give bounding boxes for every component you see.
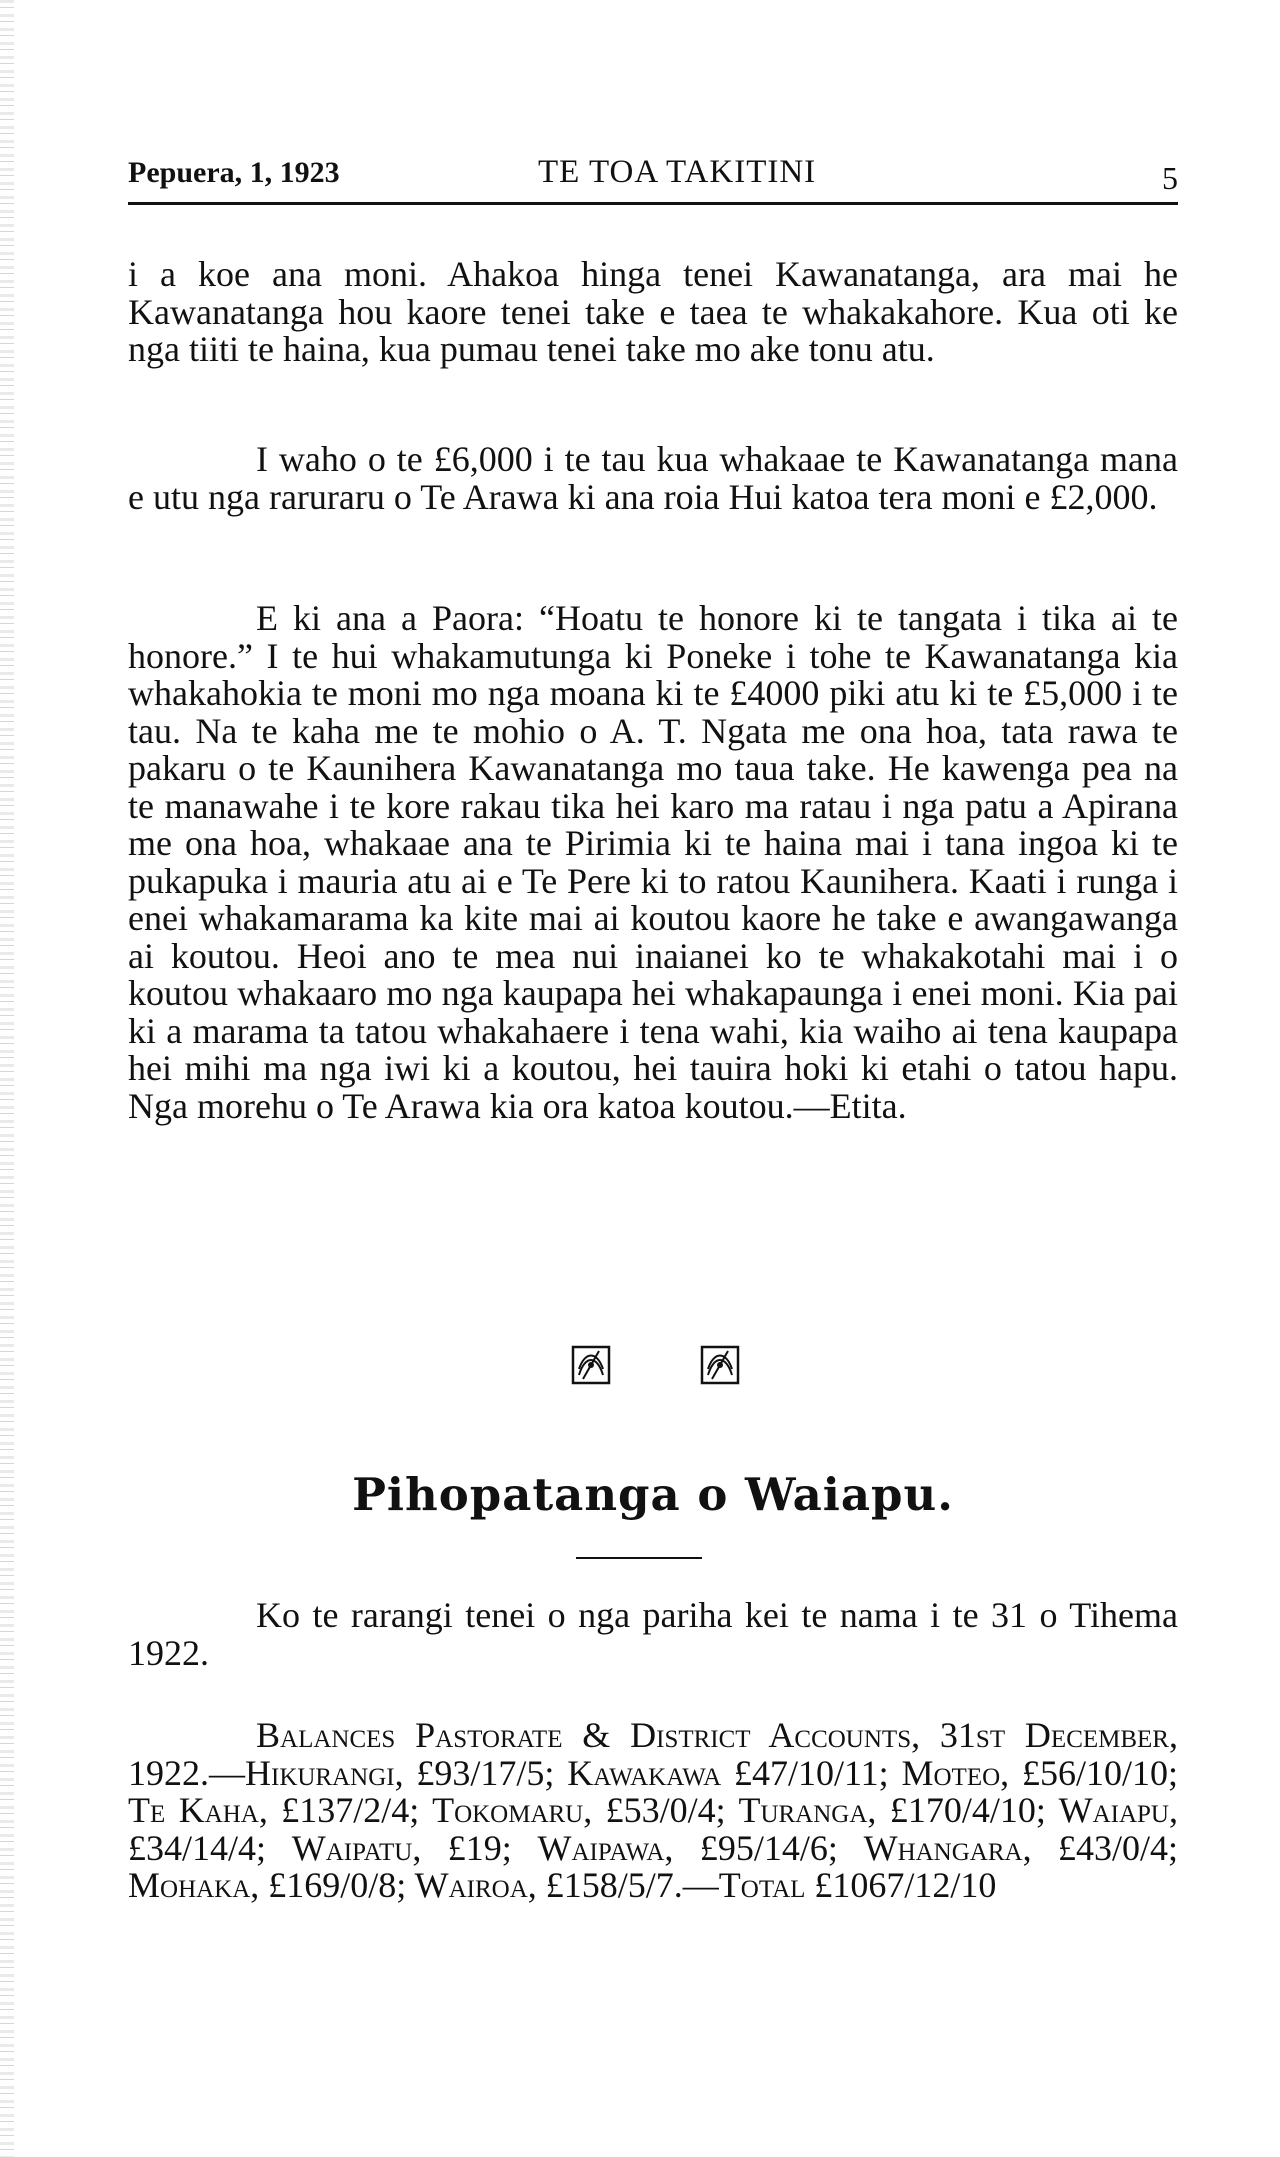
paragraph-intro: [128, 1597, 1178, 1672]
paragraph-2: [128, 441, 1178, 516]
paragraph-1: [128, 256, 1178, 369]
paragraph-2-text: I waho o te £6,000 i te tau kua whakaae te Kawanatanga mana e utu nga raruraru o Te Arawa ki ana roia Hui katoa tera moni e £2,000.: [128, 439, 1178, 517]
page-header: [128, 150, 1178, 200]
section-divider-ornaments: [0, 1345, 1280, 1405]
paragraph-balances: [128, 1717, 1178, 1905]
header-date: Pepuera, 1, 1923: [128, 156, 340, 189]
paragraph-intro-text: Ko te rarangi tenei o nga pariha kei te nama i te 31 o Tihema 1922.: [128, 1595, 1178, 1673]
scan-edge: [0, 0, 14, 2157]
paragraph-3: [128, 600, 1178, 1125]
section-title: Pihopatanga o Waiapu.: [352, 1468, 954, 1521]
header-rule: [128, 202, 1178, 205]
title-rule: [576, 1557, 702, 1559]
header-page-number: 5: [1162, 160, 1178, 196]
decorative-ornament-icon: [700, 1345, 740, 1385]
paragraph-3-text: E ki ana a Paora: “Hoatu te honore ki te tangata i tika ai te honore.” I te hui whakamutunga ki Poneke i tohe te Kawanatanga kia whakahokia te moni mo nga moana ki te £4000 piki atu ki te £5,000 i te tau. Na te kaha me te mohio o A. T. Ngata me ona hoa, tata rawa te pakaru o te Kaunihera Kawanatanga mo taua take. He kawenga pea na te manawahe i te kore rakau tika hei karo ma ratau i nga patu a Apirana me ona hoa, whakaae ana te Pirimia ki te haina mai i tana ingoa ki te pukapuka i mauria atu ai e Te Pere ki to ratou Kaunihera. Kaati i runga i enei whakamarama ka kite mai ai koutou kaore he take e awangawanga ai koutou. Heoi ano te mea nui inaianei ko te whakakotahi mai i o koutou whakaaro mo nga kaupapa hei whakapaunga i enei moni. Kia pai ki a marama ta tatou whakahaere i tena wahi, kia waiho ai tena kaupapa hei mihi ma nga iwi ki a koutou, hei tauira hoki ki etahi o tatou hapu. Nga morehu o Te Arawa kia ora katoa koutou.—Etita.: [128, 598, 1178, 1126]
paragraph-balances-text: Balances Pastorate & District Accounts, 31st December, 1922.—Hikurangi, £93/17/5; Kawakawa £47/10/11; Moteo, £56/10/10; Te Kaha, £137/2/4; Tokomaru, £53/0/4; Turanga, £170/4/10; Waiapu, £34/14/4; Waipatu, £19; Waipawa, £95/14/6; Whangara, £43/0/4; Mohaka, £169/0/8; Wairoa, £158/5/7.—Total £1067/12/10: [128, 1715, 1178, 1905]
paragraph-1-text: i a koe ana moni. Ahakoa hinga tenei Kawanatanga, ara mai he Kawanatanga hou kaore tenei take e taea te whakakahore. Kua oti ke nga tiiti te haina, kua pumau tenei take mo ake tonu atu.: [128, 254, 1178, 369]
decorative-ornament-icon: [571, 1345, 611, 1385]
header-publication-title: TE TOA TAKITINI: [538, 154, 817, 190]
